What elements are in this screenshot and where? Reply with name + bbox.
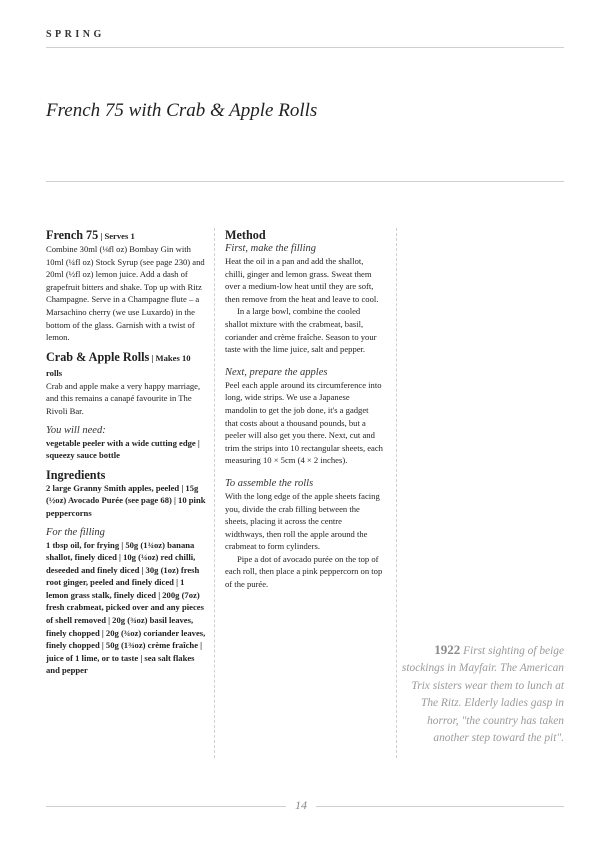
- step3-paragraph-2: Pipe a dot of avocado purée on the top of each roll, then place a pink peppercorn on top of the purée.: [225, 553, 383, 590]
- filling-ingredients: 1 tbsp oil, for frying | 50g (1¾oz) banana shallot, finely diced | 10g (¼oz) red chilli, deseeded and finely diced | 30g (1oz) fresh root ginger, peeled and finely diced | 1 lemon grass stalk, finely diced | 200g (7oz) fresh crabmeat, picked over and any pieces of shell removed | 20g (¾oz) basil leaves, finely chopped | 20g (¾oz) coriander leaves, finely chopped | 50g (1¾oz) crème fraîche | juice of 1 lime, or to taste | sea salt flakes and pepper: [46, 539, 206, 676]
- footer-divider-right: [316, 806, 564, 807]
- french75-title: French 75: [46, 228, 99, 242]
- method-column: [225, 228, 383, 591]
- history-aside: [400, 641, 564, 747]
- column-divider-right: [396, 228, 397, 758]
- step1-paragraph-1: Heat the oil in a pan and add the shallot, chilli, ginger and lemon grass. Sweat them over a medium-low heat until they are soft, then remove from the heat and leave to cool.: [225, 256, 379, 304]
- title-divider: [46, 181, 564, 182]
- step1-label: First, make the filling: [225, 243, 316, 254]
- rolls-makes: | Makes 10 rolls: [46, 352, 191, 378]
- rolls-heading: [46, 350, 206, 380]
- need-items: vegetable peeler with a wide cutting edge | squeezy sauce bottle: [46, 437, 200, 461]
- aside-year: 1922: [434, 642, 461, 657]
- top-divider: [46, 47, 564, 48]
- step3-paragraph-1: With the long edge of the apple sheets facing you, divide the crab filling between the sheets, placing it across the centre widthways, then roll the apple around the crabmeat to form cylinders.: [225, 490, 380, 552]
- step1-paragraph-2: In a large bowl, combine the cooled shallot mixture with the crabmeat, basil, coriander and crème fraîche. Season to your taste with the lime juice, salt and pepper.: [225, 306, 377, 355]
- need-label: You will need:: [46, 424, 106, 436]
- section-label: SPRING: [46, 29, 105, 40]
- method-heading: Method: [225, 228, 266, 242]
- rolls-body: Crab and apple make a very happy marriage, and this remains a canapé favourite in The Rivoli Bar.: [46, 380, 201, 416]
- step2-paragraph-1: Peel each apple around its circumference into long, wide strips. We use a Japanese mandolin to get the job done, it's a gadget that costs about a thousand pounds, but a peeler will also get you there. Next, cut and trim the strips into 10 rectangular sheets, each measuring 10 × 5cm (4 × 2 inches).: [225, 379, 383, 466]
- step3-label: To assemble the rolls: [225, 477, 314, 489]
- page-title: French 75 with Crab & Apple Rolls: [46, 100, 318, 121]
- french75-serves: | Serves 1: [98, 231, 135, 241]
- footer-divider-left: [46, 806, 286, 807]
- ingredients-heading: Ingredients: [46, 467, 106, 482]
- ingredients-main: 2 large Granny Smith apples, peeled | 15g (½oz) Avocado Purée (see page 68) | 10 pink peppercorns: [46, 482, 206, 518]
- step2-label: Next, prepare the apples: [225, 366, 328, 378]
- page-number: 14: [295, 798, 307, 812]
- column-divider-left: [214, 228, 215, 758]
- french75-heading: [46, 228, 206, 243]
- left-column: [46, 228, 206, 677]
- filling-label: For the filling: [46, 526, 105, 538]
- french75-body: Combine 30ml (⅛fl oz) Bombay Gin with 10ml (¼fl oz) Stock Syrup (see page 230) and 20ml (½fl oz) lemon juice. Add a dash of grapefruit bitters and shake. Top up with Ritz Champagne. Serve in a Champagne flute – a Marsachino cherry (we use Luxardo) in the bottom of the glass. Garnish with a twist of lemon.: [46, 244, 205, 343]
- aside-text: First sighting of beige stockings in Mayfair. The American Trix sisters wear them to lunch at The Ritz. Elderly ladies gasp in horror, "the country has taken another step toward the pit".: [401, 645, 564, 745]
- rolls-title: Crab & Apple Rolls: [46, 349, 150, 364]
